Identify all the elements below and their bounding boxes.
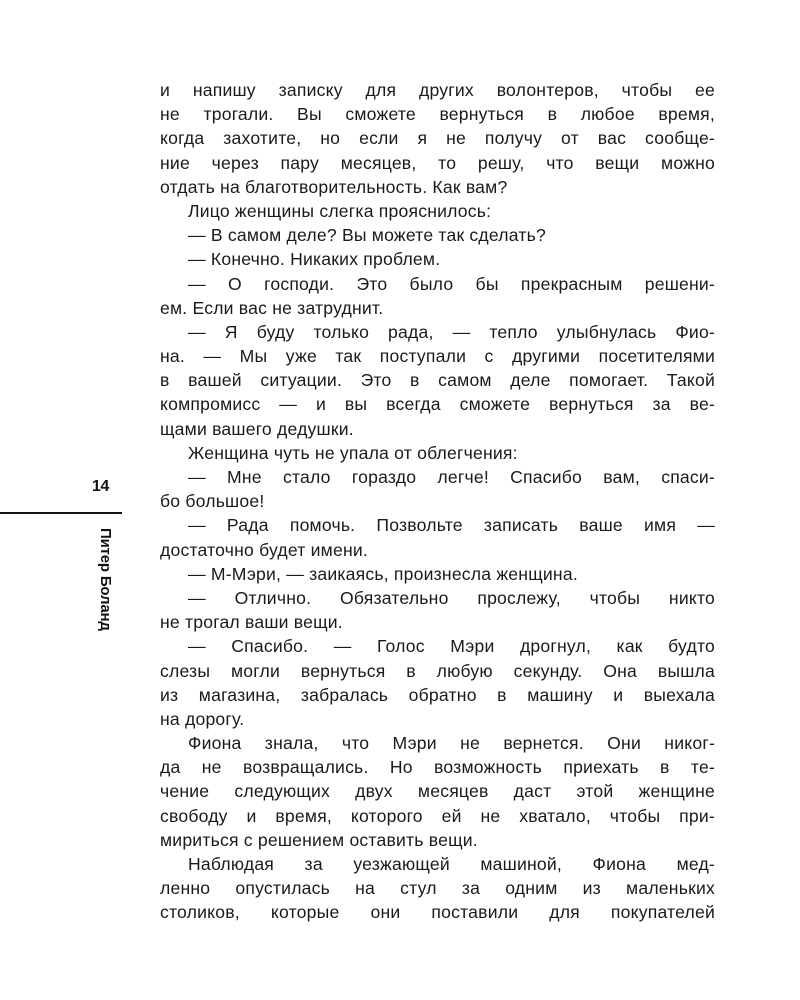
text-line: да не возвращались. Но возможность приехать в те- bbox=[160, 757, 715, 778]
text-line: — Конечно. Никаких проблем. bbox=[188, 249, 441, 270]
text-line: — Отлично. Обязательно прослежу, чтобы никто bbox=[188, 587, 715, 608]
text-line: ленно опустилась на стул за одним из маленьких bbox=[160, 878, 715, 899]
text-line: из магазина, забралась обратно в машину и выехала bbox=[160, 684, 715, 705]
text-line: щами вашего дедушки. bbox=[160, 418, 354, 439]
text-line: Женщина чуть не упала от облегчения: bbox=[188, 442, 518, 463]
text-line: столиков, которые они поставили для покупателей bbox=[160, 902, 715, 923]
text-line: чение следующих двух месяцев даст этой женщине bbox=[160, 781, 715, 802]
text-line: — М-Мэри, — заикаясь, произнесла женщина. bbox=[188, 563, 578, 584]
text-line: Фиона знала, что Мэри не вернется. Они никог- bbox=[188, 733, 715, 754]
text-line: бо большое! bbox=[160, 491, 265, 512]
text-line: когда захотите, но если я не получу от вас сообще- bbox=[160, 128, 715, 149]
text-line: компромисс — и вы всегда сможете вернуться за ве- bbox=[160, 394, 715, 415]
text-line: свободу и время, которого ей не хватало, чтобы при- bbox=[160, 805, 715, 826]
text-line: на. — Мы уже так поступали с другими посетителями bbox=[160, 346, 715, 367]
text-line: отдать на благотворительность. Как вам? bbox=[160, 176, 508, 197]
text-line: — Мне стало гораздо легче! Спасибо вам, спаси- bbox=[188, 467, 715, 487]
body-text bbox=[160, 78, 715, 925]
text-line: достаточно будет имени. bbox=[160, 539, 368, 560]
text-line: Лицо женщины слегка прояснилось: bbox=[188, 200, 492, 221]
running-head-author: Питер Боланд bbox=[97, 528, 114, 631]
margin-rule bbox=[0, 512, 122, 514]
text-line: на дорогу. bbox=[160, 708, 245, 729]
text-line: не трогали. Вы сможете вернуться в любое время, bbox=[160, 104, 715, 125]
text-line: — В самом деле? Вы можете так сделать? bbox=[188, 225, 546, 246]
text-line: — Я буду только рада, — тепло улыбнулась Фио- bbox=[188, 321, 715, 342]
text-line: — Спасибо. — Голос Мэри дрогнул, как будто bbox=[188, 636, 715, 657]
text-line: — Рада помочь. Позвольте записать ваше имя — bbox=[188, 515, 715, 536]
text-line: Наблюдая за уезжающей машиной, Фиона мед- bbox=[188, 854, 715, 874]
text-line: в вашей ситуации. Это в самом деле помогает. Такой bbox=[160, 370, 715, 391]
page-number: 14 bbox=[92, 478, 109, 495]
text-line: мириться с решением оставить вещи. bbox=[160, 829, 478, 850]
text-line: не трогал ваши вещи. bbox=[160, 612, 343, 633]
text-line: слезы могли вернуться в любую секунду. Она вышла bbox=[160, 660, 715, 681]
text-line: и напишу записку для других волонтеров, чтобы ее bbox=[160, 80, 715, 100]
text-line: — О господи. Это было бы прекрасным решени- bbox=[188, 273, 715, 294]
text-line: ние через пару месяцев, то решу, что вещи можно bbox=[160, 152, 715, 173]
text-line: ем. Если вас не затруднит. bbox=[160, 297, 384, 318]
